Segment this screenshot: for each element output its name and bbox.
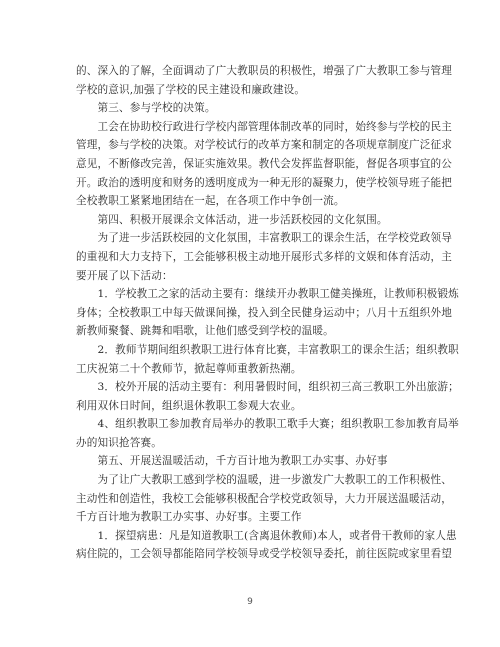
text-line: 意见，不断修改完善，保证实施效果。教代会发挥监督职能，督促各项事宜的公	[76, 157, 453, 170]
text-line: 的重视和大力支持下，工会能够积极主动地开展形式多样的文娱和体育活动，主	[76, 250, 453, 263]
text-line: 开。政治的透明度和财务的透明度成为一种无形的凝聚力，使学校领导班子能把	[76, 176, 453, 189]
text-line: 的、深入的了解，全面调动了广大教职员的积极性，增强了广大教职工参与管理	[76, 65, 453, 77]
section-heading: 第四、积极开展课余文体活动，进一步活跃校园的文化氛围。	[76, 213, 388, 226]
text-line: 主动性和创造性，我校工会能够积极配合学校党政领导，大力开展送温暖活动，	[76, 492, 453, 505]
body-text	[76, 62, 459, 564]
text-line: 身体；全校教职工中每天做课间操，投入到全民健身运动中；八月十五组织外地	[76, 306, 453, 319]
text-line: 为了让广大教职工感到学校的温暖，进一步激发广大教职工的工作积极性、	[76, 474, 453, 487]
text-line: 新教师聚餐、跳舞和唱歌，让他们感受到学校的温暖。	[76, 325, 334, 338]
text-line: 学校的意识,加强了学校的民主建设和廉政建设。	[76, 83, 306, 96]
text-line: 要开展了以下活动：	[76, 269, 173, 282]
text-line: 3．校外开展的活动主要有：利用暑假时间，组织初三高三教职工外出旅游；	[76, 381, 459, 394]
text-line: 工会在协助校行政进行学校内部管理体制改革的同时，始终参与学校的民主	[76, 120, 453, 133]
text-line: 病住院的，工会领导都能陪同学校领导或受学校领导委托，前往医院或家里看望	[76, 548, 453, 561]
text-line: 全校教职工紧紧地团结在一起，在各项工作中争创一流。	[76, 195, 345, 208]
text-line: 1．学校教工之家的活动主要有：继续开办教职工健美操班，让教师积极锻炼	[76, 288, 459, 301]
text-line: 1．探望病患：凡是知道教职工(含离退休教师)本人，或者骨干教师的家人患	[76, 529, 457, 542]
text-line: 千方百计地为教职工办实事、办好事。主要工作	[76, 511, 302, 524]
text-line: 为了进一步活跃校园的文化氛围，丰富教职工的课余生活，在学校党政领导	[76, 232, 453, 245]
text-line: 工庆祝第二十个教师节，掀起尊师重教新热潮。	[76, 362, 302, 375]
text-line: 2．教师节期间组织教职工进行体育比赛，丰富教职工的课余生活；组织教职	[76, 343, 459, 356]
text-line: 利用双休日时间，组织退休教职工参观大农业。	[76, 399, 302, 412]
section-heading: 第五、开展送温暖活动，千方百计地为教职工办实事、办好事	[76, 455, 388, 468]
text-line: 管理，参与学校的决策。对学校试行的改革方案和制定的各项规章制度广泛征求	[76, 139, 453, 152]
text-line: 办的知识抢答赛。	[76, 436, 162, 449]
text-line: 4、组织教职工参加教育局举办的教职工歌手大赛；组织教职工参加教育局举	[76, 418, 459, 431]
section-heading: 第三、参与学校的决策。	[76, 102, 216, 115]
page-number: 9	[247, 597, 253, 607]
